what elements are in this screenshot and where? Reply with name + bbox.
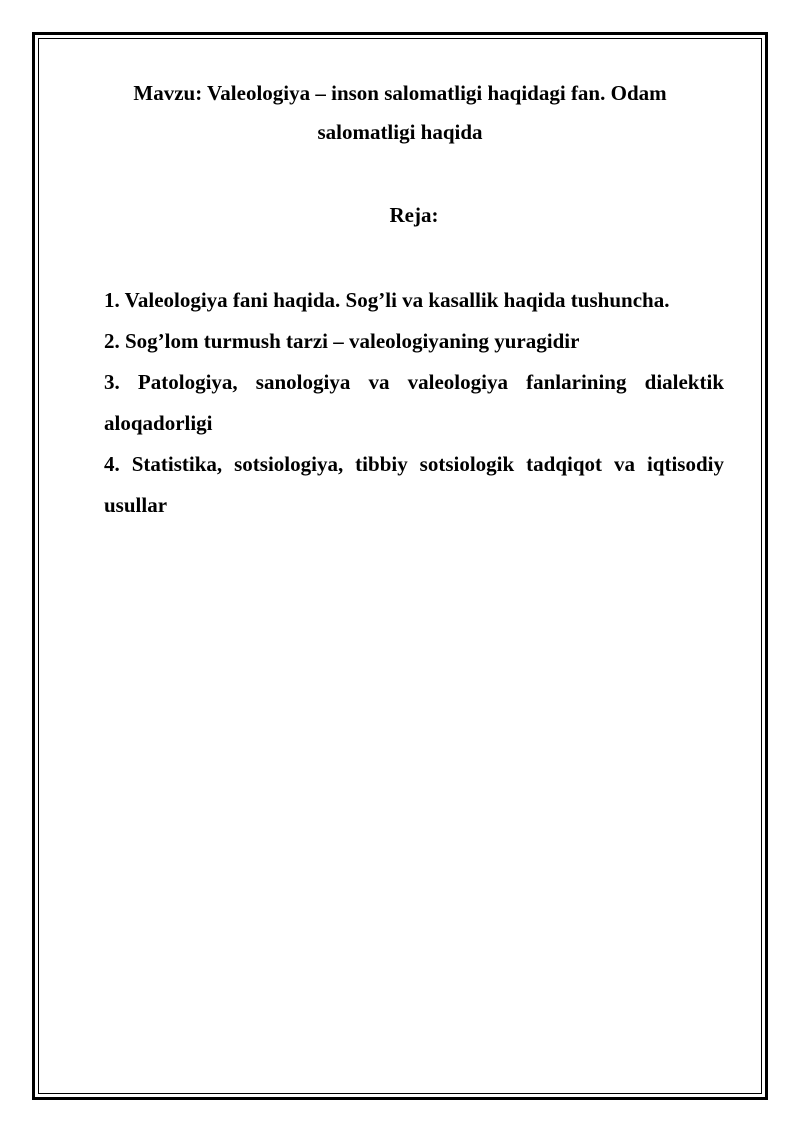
plan-item-2: 2. Sog’lom turmush tarzi – valeologiyaning yuragidir (104, 329, 580, 353)
document-title-line-2: salomatligi haqida (317, 120, 483, 144)
plan-item-3: 3. Patologiya, sanologiya va valeologiya fanlarining dialektik aloqadorligi (104, 370, 724, 435)
plan-item-4: 4. Statistika, sotsiologiya, tibbiy sotsiologik tadqiqot va iqtisodiy usullar (104, 452, 724, 517)
document-title-line-1: Mavzu: Valeologiya – inson salomatligi haqidagi fan. Odam (133, 81, 667, 105)
plan-heading: Reja: (389, 203, 439, 227)
document-title (60, 74, 740, 152)
plan-item-1: 1. Valeologiya fani haqida. Sog’li va kasallik haqida tushuncha. (104, 288, 670, 312)
plan-list (104, 280, 724, 526)
